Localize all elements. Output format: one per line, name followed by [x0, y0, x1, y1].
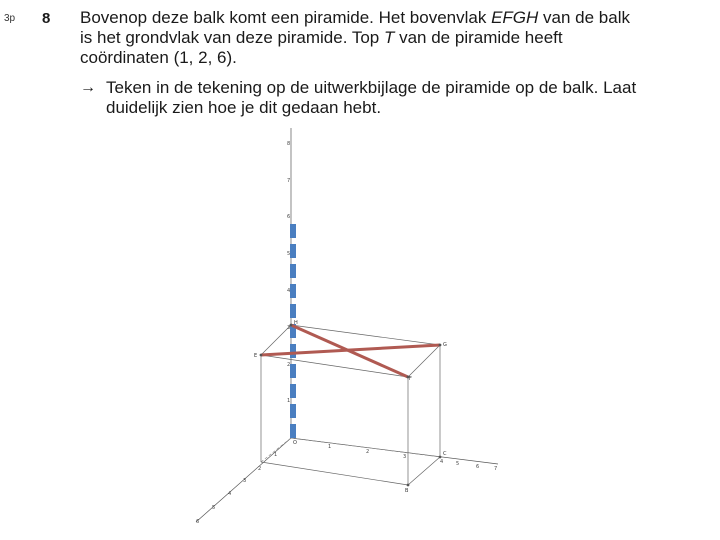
svg-text:3: 3 — [243, 478, 247, 484]
vertex-label-B: B — [405, 488, 409, 494]
y-axis-ticks — [328, 444, 497, 472]
svg-text:5: 5 — [287, 251, 291, 257]
svg-text:5: 5 — [456, 461, 460, 467]
svg-text:7: 7 — [494, 466, 498, 472]
question-line-1: Bovenop deze balk komt een piramide. Het bovenvlak EFGH van de balk — [80, 8, 630, 27]
vertex-label-G: G — [443, 342, 447, 348]
instruction-line-1: Teken in de tekening op de uitwerkbijlage de piramide op de balk. Laat — [106, 78, 637, 97]
vertex-label-C: C — [443, 451, 447, 457]
svg-text:4: 4 — [287, 288, 291, 294]
svg-text:5: 5 — [212, 505, 216, 511]
svg-text:2: 2 — [366, 449, 370, 455]
svg-text:2: 2 — [287, 362, 291, 368]
question-line-3: coördinaten (1, 2, 6). — [80, 48, 237, 67]
vertex-label-H: H — [294, 320, 298, 326]
svg-text:6: 6 — [476, 464, 480, 470]
question-number: 8 — [42, 10, 51, 27]
vertex-label-O: O — [293, 440, 297, 446]
vertex-label-F: F — [409, 376, 412, 382]
svg-text:4: 4 — [440, 459, 444, 465]
svg-text:6: 6 — [196, 519, 200, 525]
vertex-dots — [260, 324, 442, 487]
instruction-line-2: duidelijk zien hoe je dit gedaan hebt. — [106, 98, 382, 117]
svg-text:8: 8 — [287, 141, 291, 147]
svg-text:3: 3 — [403, 454, 407, 460]
svg-text:2: 2 — [258, 466, 262, 472]
question-line-2: is het grondvlak van deze piramide. Top T van de piramide heeft — [80, 28, 563, 47]
svg-text:1: 1 — [328, 444, 332, 450]
svg-text:7: 7 — [287, 178, 291, 184]
svg-text:3: 3 — [287, 325, 291, 331]
svg-text:6: 6 — [287, 214, 291, 220]
z-axis-ticks — [287, 141, 290, 404]
points-label: 3p — [4, 13, 16, 24]
svg-text:1: 1 — [274, 452, 278, 458]
arrow-right-icon: → — [80, 79, 96, 96]
svg-text:1: 1 — [287, 398, 291, 404]
vertex-label-E: E — [254, 353, 258, 359]
hidden-edge-AO — [261, 438, 291, 462]
svg-text:4: 4 — [228, 491, 232, 497]
